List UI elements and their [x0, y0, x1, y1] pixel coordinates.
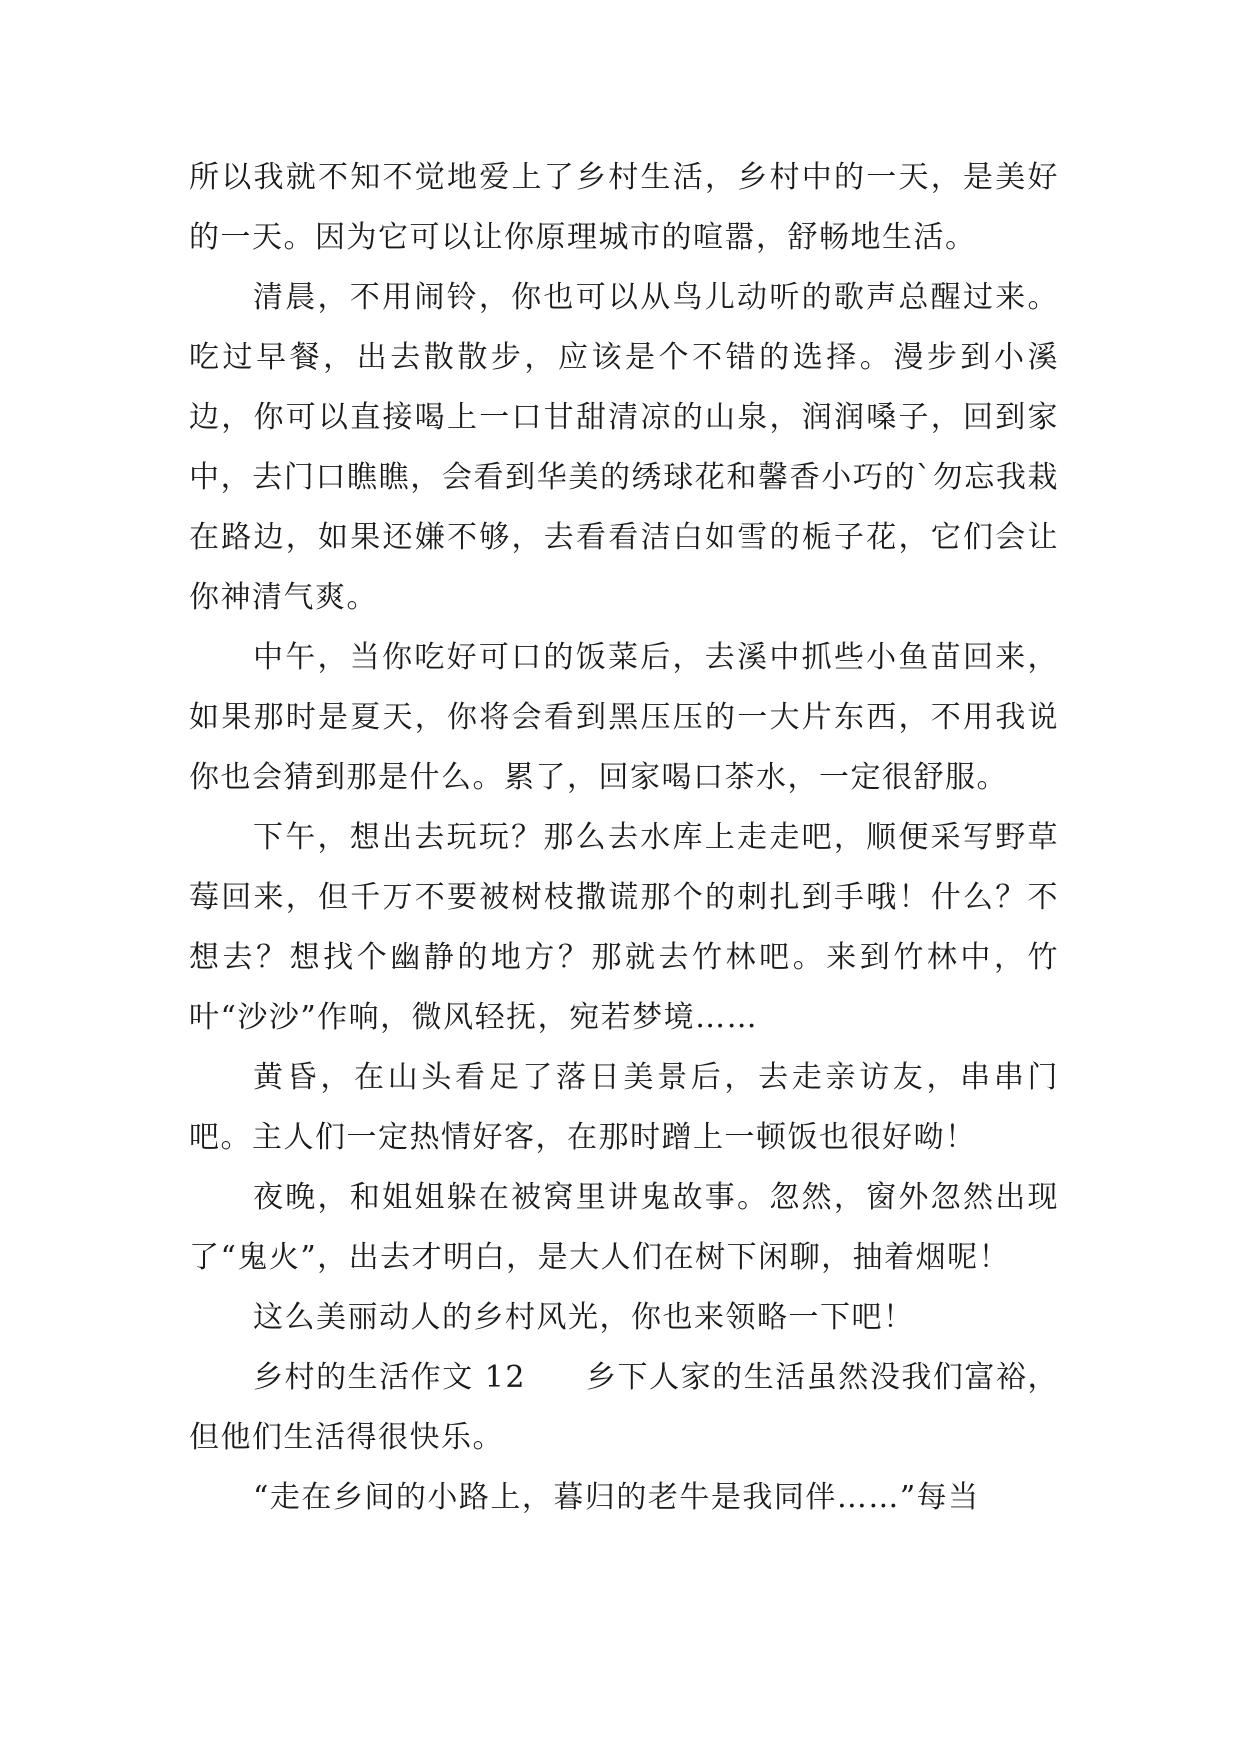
paragraph-last: “走在乡间的小路上，暮归的老牛是我同伴……”每当 — [253, 1480, 980, 1515]
essay-title: 乡村的生活作文 12 — [253, 1360, 526, 1395]
essay-heading-paragraph — [189, 1348, 1059, 1468]
document-page — [189, 148, 1059, 1528]
paragraph-afternoon: 下午，想出去玩玩？那么去水库上走走吧，顺便采写野草莓回来，但千万不要被树枝撒谎那个的刺扎到手哦！什么？不想去？想找个幽静的地方？那就去竹林吧。来到竹林中，竹叶“沙沙”作响，微风轻抚，宛若梦境…… — [189, 820, 1059, 1035]
paragraph-conclusion: 这么美丽动人的乡村风光，你也来领略一下吧！ — [253, 1300, 915, 1335]
paragraph-night: 夜晚，和姐姐躲在被窝里讲鬼故事。忽然，窗外忽然出现了“鬼火”，出去才明白，是大人们在树下闲聊，抽着烟呢！ — [189, 1180, 1059, 1275]
essay-intro: 乡下人家的生活虽然没我们富裕，但他们生活得很快乐。 — [189, 1360, 1059, 1455]
paragraph-1: 所以我就不知不觉地爱上了乡村生活，乡村中的一天，是美好的一天。因为它可以让你原理城市的喧嚣，舒畅地生活。 — [189, 160, 1059, 255]
paragraph-noon: 中午，当你吃好可口的饭菜后，去溪中抓些小鱼苗回来，如果那时是夏天，你将会看到黑压压的一大片东西，不用我说你也会猜到那是什么。累了，回家喝口茶水，一定很舒服。 — [189, 640, 1059, 795]
paragraph-morning: 清晨，不用闹铃，你也可以从鸟儿动听的歌声总醒过来。吃过早餐，出去散散步，应该是个不错的选择。漫步到小溪边，你可以直接喝上一口甘甜清凉的山泉，润润嗓子，回到家中，去门口瞧瞧，会看到华美的绣球花和馨香小巧的`勿忘我栽在路边，如果还嫌不够，去看看洁白如雪的栀子花，它们会让你神清气爽。 — [189, 280, 1059, 615]
paragraph-dusk: 黄昏，在山头看足了落日美景后，去走亲访友，串串门吧。主人们一定热情好客，在那时蹭上一顿饭也很好呦！ — [189, 1060, 1059, 1155]
